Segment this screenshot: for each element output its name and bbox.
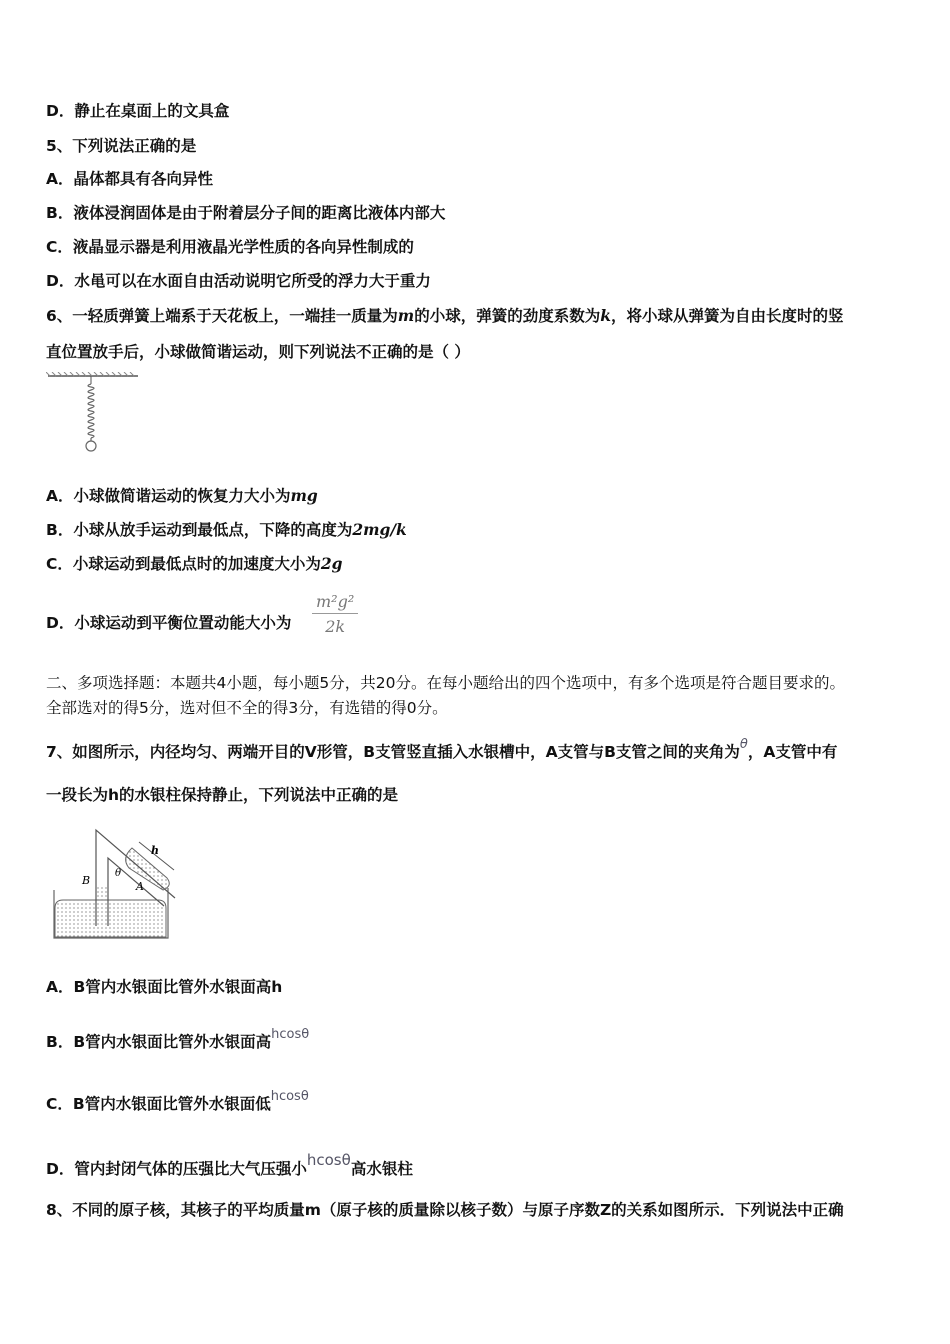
label-theta: θ (115, 868, 122, 879)
q5-stem: 5、下列说法正确的是 (46, 137, 197, 155)
q7-option-b (46, 1025, 309, 1052)
formula-hcos: hcosθ (270, 1089, 309, 1104)
q7-option-d (46, 1150, 413, 1179)
theta-symbol: θ (739, 737, 748, 752)
text: 高水银柱 (350, 1160, 413, 1178)
q6-option-d: D．小球运动到平衡位置动能大小为 (46, 614, 292, 632)
formula-hcos: hcosθ (306, 1151, 351, 1169)
text: A．小球做简谐运动的恢复力大小为 (46, 487, 291, 505)
q6-option-b (46, 520, 407, 540)
label-a: A (136, 880, 144, 893)
denominator: 2k (325, 617, 346, 636)
label-h: h (151, 844, 159, 857)
var-m: m (397, 306, 415, 325)
section2-line1: 二、多项选择题：本题共4小题，每小题5分，共20分。在每小题给出的四个选项中，有多个选项是符合题目要求的。 (46, 674, 845, 692)
text: B．B管内水银面比管外水银面高 (46, 1033, 272, 1051)
text: ，将小球从弹簧为自由长度时的竖 (610, 307, 844, 325)
q4-option-d: D．静止在桌面上的文具盒 (46, 102, 230, 120)
q5-option-d: D．水黾可以在水面自由活动说明它所受的浮力大于重力 (46, 272, 431, 290)
text: 的小球，弹簧的劲度系数为 (414, 307, 601, 325)
q6-option-c (46, 554, 343, 574)
spring-figure (46, 372, 142, 454)
section2-line2: 全部选对的得5分，选对但不全的得3分，有选错的得0分。 (46, 699, 448, 717)
q5-option-c: C．液晶显示器是利用液晶光学性质的各向异性制成的 (46, 238, 414, 256)
formula: 2g (320, 554, 343, 573)
formula: 2mg/k (352, 520, 407, 539)
q5-option-a: A．晶体都具有各向异性 (46, 170, 213, 188)
q7-option-a: A．B管内水银面比管外水银面高h (46, 978, 283, 996)
text: 7、如图所示，内径均匀、两端开目的V形管，B支管竖直插入水银槽中，A支管与B支管之间的夹角为 (46, 743, 740, 761)
q6-stem-line2: 直位置放手后，小球做简谐运动，则下列说法不正确的是（ ） (46, 343, 470, 361)
q8-stem-line1: 8、不同的原子核，其核子的平均质量m（原子核的质量除以核子数）与原子序数Z的关系如图所示．下列说法中正确 (46, 1201, 844, 1219)
q7-stem-line2: 一段长为h的水银柱保持静止，下列说法中正确的是 (46, 786, 399, 804)
formula: mg (290, 486, 318, 505)
q6-stem-line1 (46, 306, 843, 326)
q7-stem-line1 (46, 735, 837, 762)
label-b: B (82, 874, 91, 887)
fraction-formula (312, 592, 358, 636)
text: C．小球运动到最低点时的加速度大小为 (46, 555, 321, 573)
numerator: m²g² (312, 592, 358, 614)
formula-hcos: hcosθ (271, 1027, 310, 1042)
text: ，A支管中有 (747, 743, 838, 761)
text: C．B管内水银面比管外水银面低 (46, 1095, 271, 1113)
q7-option-c (46, 1087, 309, 1114)
q5-option-b: B．液体浸润固体是由于附着层分子间的距离比液体内部大 (46, 204, 446, 222)
v-tube-figure (52, 818, 182, 942)
text: 6、一轻质弹簧上端系于天花板上，一端挂一质量为 (46, 307, 398, 325)
text: D．管内封闭气体的压强比大气压强小 (46, 1160, 307, 1178)
q6-option-a (46, 486, 318, 506)
var-k: k (600, 306, 611, 325)
text: B．小球从放手运动到最低点，下降的高度为 (46, 521, 353, 539)
